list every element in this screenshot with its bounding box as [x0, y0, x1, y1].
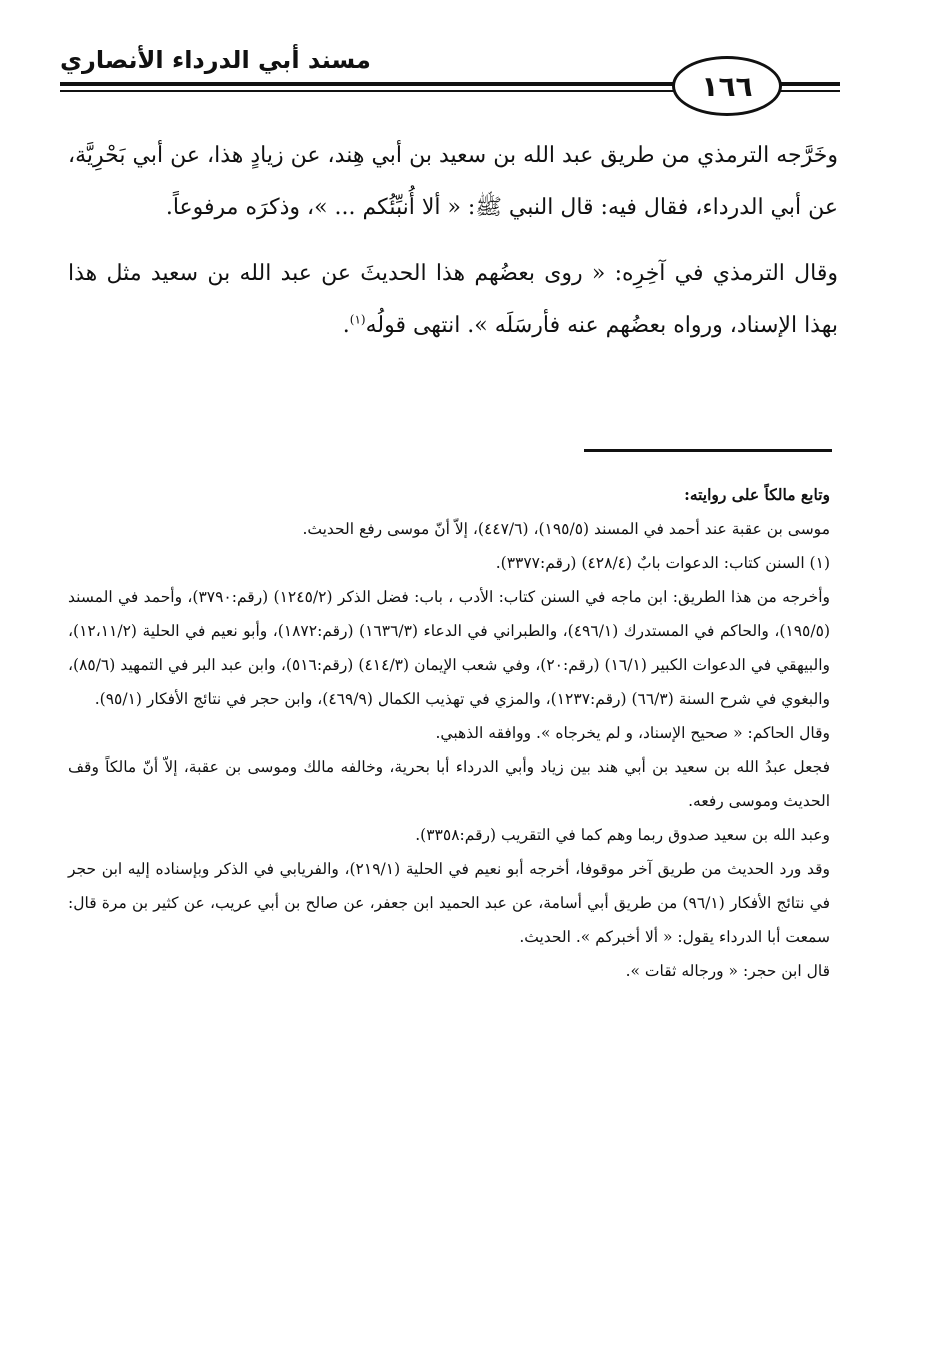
- page-number: ١٦٦: [672, 56, 782, 116]
- main-text: [68, 130, 838, 366]
- main-paragraph-text: وقال الترمذي في آخِرِه: « روى بعضُهم هذا الحديثَ عن عبد الله بن سعيد مثل هذا بهذا الإسناد، ورواه بعضُهم عنه فأرسَلَه ». انتهى قولُه: [68, 261, 838, 338]
- footnote-line: موسى بن عقبة عند أحمد في المسند (١٩٥/٥)، (٤٤٧/٦)، إلاّ أنّ موسى رفع الحديث.: [302, 520, 830, 538]
- running-title: مسند أبي الدرداء الأنصاري: [60, 46, 371, 74]
- footnote-line: وعبد الله بن سعيد صدوق ربما وهم كما في التقريب (رقم:٣٣٥٨).: [415, 826, 830, 844]
- footnote-line: وقال الحاكم: « صحيح الإسناد، و لم يخرجاه ». ووافقه الذهبي.: [435, 724, 830, 742]
- footnote-marker: (١): [349, 312, 366, 327]
- header-rule-right-thin: [780, 90, 840, 92]
- end-mark: .: [342, 313, 350, 338]
- header-rule-thick: [60, 82, 680, 86]
- footnote-line: وأخرجه من هذا الطريق: ابن ماجه في السنن كتاب: الأدب ، باب: فضل الذكر (١٢٤٥/٢) (رقم:٣٧٩٠)، وأحمد في المسند (١٩٥/٥)، والحاكم في المستدرك (٤٩٦/١)، والطبراني في الدعاء (١٦٣٦/٣) (رقم:١٨٧٢)، وأبو نعيم في الحلية (١٢،١١/٢)، والبيهقي في الدعوات الكبير (١٦/١) (رقم:٢٠)، وفي شعب الإيمان (٤١٤/٣) (رقم:٥١٦)، وابن عبد البر في التمهيد (٨٥/٦)، والبغوي في شرح السنة (٦٦/٣) (رقم:١٢٣٧)، والمزي في تهذيب الكمال (٤٦٩/٩)، وابن حجر في نتائج الأفكار (٩٥/١).: [68, 588, 830, 708]
- main-paragraph: [68, 248, 838, 352]
- header-rule-thin: [60, 90, 680, 92]
- main-paragraph: وخَرَّجه الترمذي من طريق عبد الله بن سعيد بن أبي هِند، عن زيادٍ هذا، عن أبي بَحْرِيَّة، عن أبي الدرداء، فقال فيه: قال النبي ﷺ: « ألا أُنبِّئُكم ... »، وذكرَه مرفوعاً.: [68, 143, 838, 220]
- footnote-divider: [584, 449, 832, 452]
- footnotes: [68, 478, 830, 988]
- footnote-line: قال ابن حجر: « ورجاله ثقات ».: [625, 962, 830, 980]
- header-rule-right-thick: [780, 82, 840, 86]
- footnote-line: (١) السنن كتاب: الدعوات بابٌ (٤٢٨/٤) (رقم:٣٣٧٧).: [495, 554, 830, 572]
- footnote-line: وقد ورد الحديث من طريق آخر موقوفا، أخرجه أبو نعيم في الحلية (٢١٩/١)، والفريابي في الذكر وبإسناده إليه ابن حجر في نتائج الأفكار (٩٦/١) من طريق أبي أسامة، عن عبد الحميد ابن جعفر، عن صالح بن أبي عريب، عن كثير بن مرة قال: سمعت أبا الدرداء يقول: « ألا أخبركم ». الحديث.: [68, 860, 830, 946]
- page-header: [60, 40, 840, 110]
- footnote-heading: وتابع مالكاً على روايته:: [684, 485, 830, 504]
- footnote-line: فجعل عبدُ الله بن سعيد بن أبي هند بين زياد وأبي الدرداء أبا بحرية، وخالفه مالك وموسى بن عقبة، إلاّ أنّ مالكاً وقف الحديث وموسى رفعه.: [68, 758, 830, 810]
